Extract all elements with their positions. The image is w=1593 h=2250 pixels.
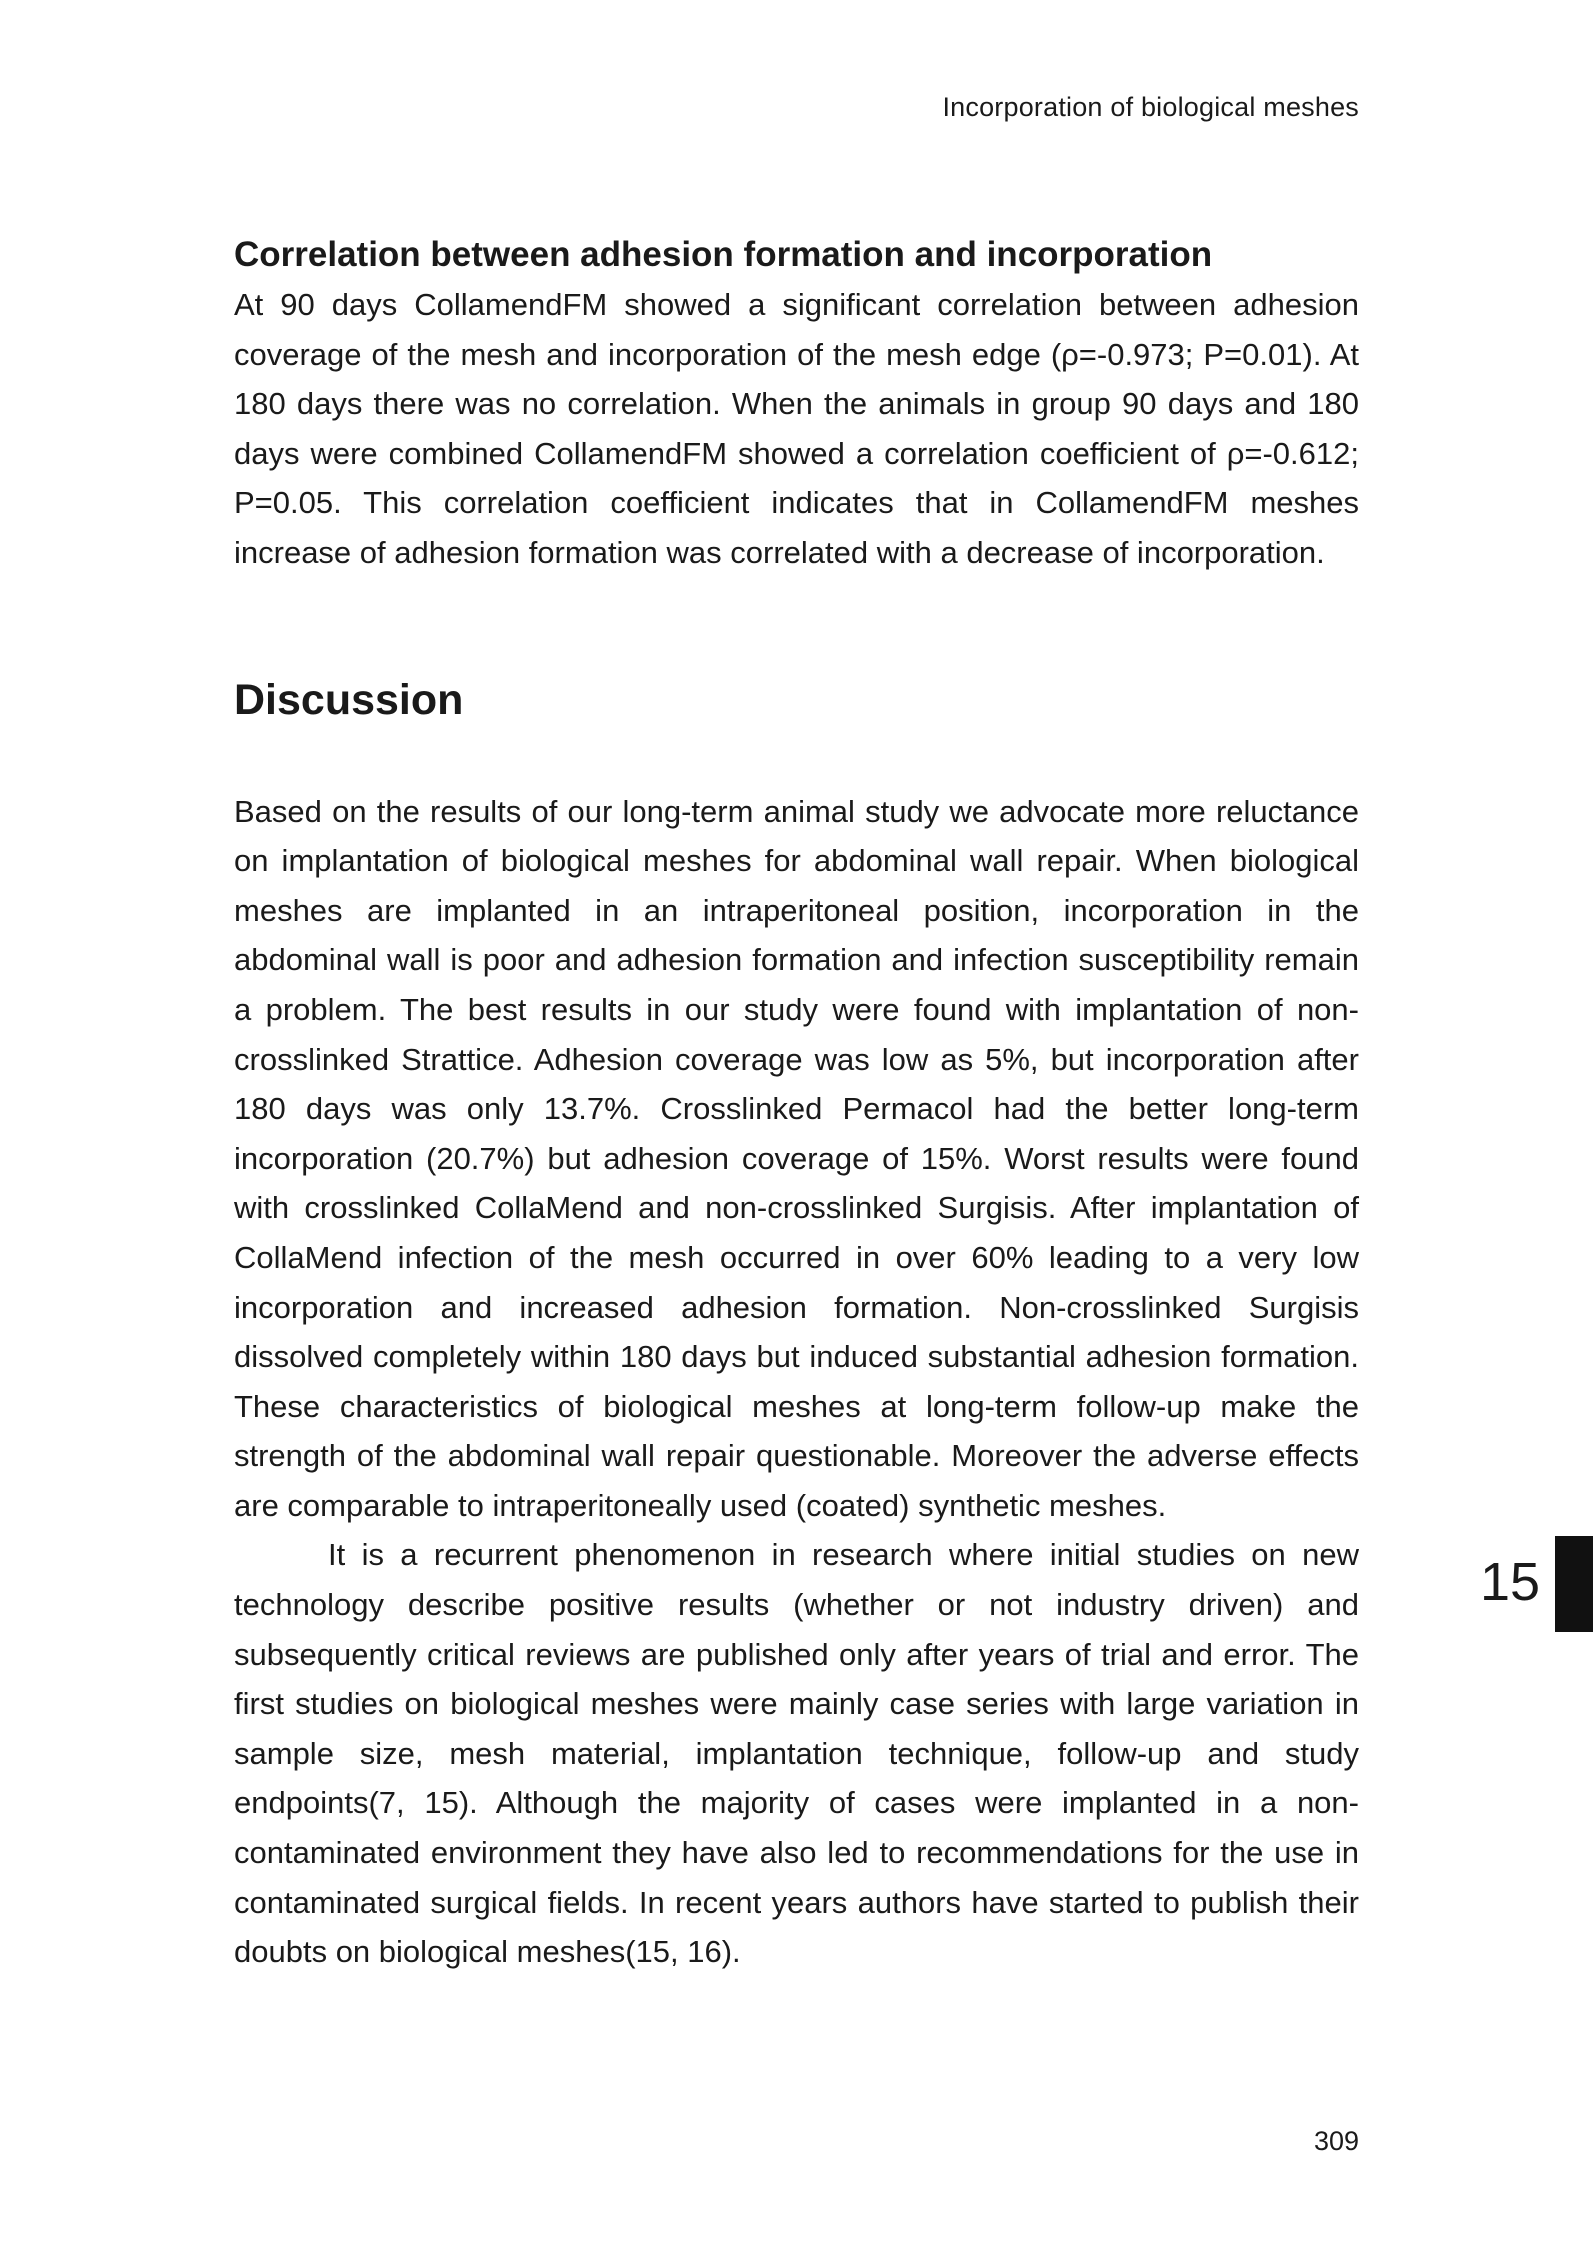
chapter-tab-marker: [1555, 1536, 1593, 1632]
correlation-paragraph: At 90 days CollamendFM showed a significant correlation between adhesion coverage of the mesh and incorporation of the mesh edge (ρ=-0.973; P=0.01). At 180 days there was no correlation. When the animals in group 90 days and 180 days were combined CollamendFM showed a correlation coefficient of ρ=-0.612; P=0.05. This correlation coefficient indicates that in CollamendFM meshes increase of adhesion formation was correlated with a decrease of incorporation.: [234, 287, 1359, 570]
correlation-heading: Correlation between adhesion formation and incorporation: [234, 235, 1213, 274]
page-body: [234, 230, 1359, 1977]
discussion-paragraph-1: Based on the results of our long-term animal study we advocate more reluctance on implantation of biological meshes for abdominal wall repair. When biological meshes are implanted in an intraperitoneal position, incorporation in the abdominal wall is poor and adhesion formation and infection susceptibility remain a problem. The best results in our study were found with implantation of non-crosslinked Strattice. Adhesion coverage was low as 5%, but incorporation after 180 days was only 13.7%. Crosslinked Permacol had the better long-term incorporation (20.7%) but adhesion coverage of 15%. Worst results were found with crosslinked CollaMend and non-crosslinked Surgisis. After implantation of CollaMend infection of the mesh occurred in over 60% leading to a very low incorporation and increased adhesion formation. Non-crosslinked Surgisis dissolved completely within 180 days but induced substantial adhesion formation. These characteristics of biological meshes at long-term follow-up make the strength of the abdominal wall repair questionable. Moreover the adverse effects are comparable to intraperitoneally used (coated) synthetic meshes.: [234, 793, 1359, 1523]
running-head: Incorporation of biological meshes: [942, 92, 1359, 122]
page-number: 309: [1313, 2126, 1359, 2156]
discussion-paragraph-2: It is a recurrent phenomenon in research where initial studies on new technology describe positive results (whether or not industry driven) and subsequently critical reviews are published only after years of trial and error. The first studies on biological meshes were mainly case series with large variation in sample size, mesh material, implantation technique, follow-up and study endpoints(7, 15). Although the majority of cases were implanted in a non-contaminated environment they have also led to recommendations for the use in contaminated surgical fields. In recent years authors have started to publish their doubts on biological meshes(15, 16).: [234, 1537, 1359, 1970]
discussion-heading: Discussion: [234, 675, 464, 724]
chapter-number: 15: [1480, 1552, 1541, 1612]
